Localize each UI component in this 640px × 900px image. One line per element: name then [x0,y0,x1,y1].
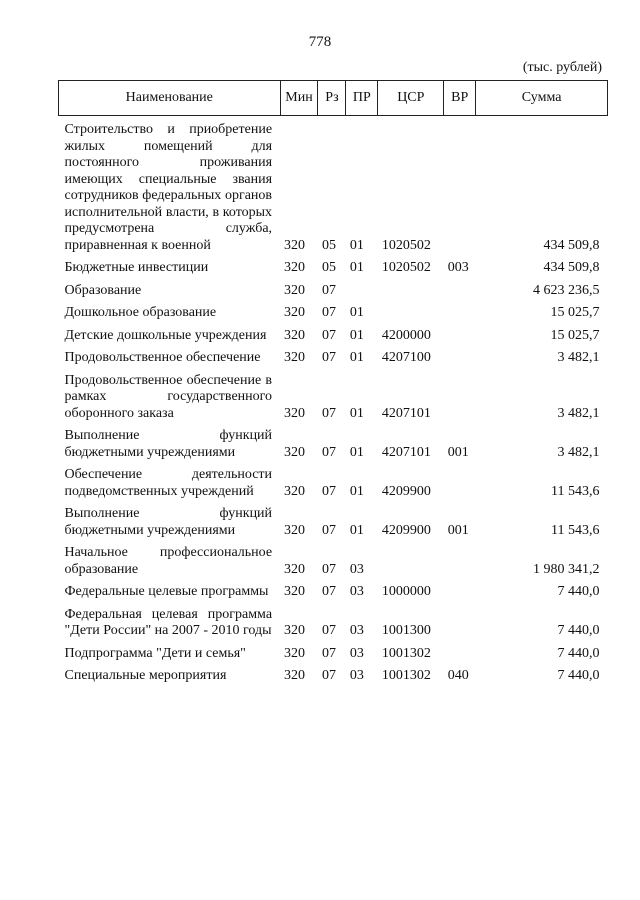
cell-sum: 15 025,7 [550,327,600,343]
cell-sum: 4 623 236,5 [533,282,600,298]
cell-min: 320 [284,645,306,661]
cell-pr: 03 [349,668,364,683]
cell-csr: 1001302 [381,645,431,661]
cell-pr: 01 [349,350,364,365]
table-row [59,373,608,429]
cell-vr [444,305,476,328]
cell-rz: 07 [321,561,336,577]
cell-pr: 01 [349,260,364,275]
cell-min: 320 [284,623,306,638]
cell-csr: 1000000 [381,584,431,599]
cell-csr: 1020502 [381,260,431,275]
cell-csr: 1020502 [381,237,431,253]
cell-name: Федеральные целевые программы [64,584,269,599]
cell-sum: 3 482,1 [557,405,600,421]
table-row [59,305,608,328]
cell-name: Федеральная целевая программа "Дети России" на 2007 - 2010 годы [64,606,273,638]
cell-min: 320 [284,260,306,275]
cell-rz: 05 [321,237,336,253]
cell-name: Дошкольное образование [64,305,217,320]
cell-csr: 4209900 [381,522,431,538]
cell-sum: 7 440,0 [557,645,600,661]
cell-sum: 15 025,7 [550,305,600,320]
cell-name: Бюджетные инвестиции [64,260,209,275]
cell-csr [378,305,444,328]
cell-sum: 434 509,8 [543,237,600,253]
header-rz: Рз [318,81,346,116]
cell-name: Обеспечение деятельности подведомственных учреждений [64,467,273,499]
cell-min: 320 [284,483,306,499]
cell-rz: 07 [321,668,336,683]
cell-vr: 003 [447,260,469,275]
header-csr: ЦСР [378,81,444,116]
cell-pr: 01 [349,522,364,538]
cell-vr: 040 [447,668,469,683]
cell-pr: 01 [349,444,364,460]
cell-vr [444,467,476,506]
cell-min: 320 [284,668,306,683]
cell-pr: 01 [349,237,364,253]
cell-pr: 01 [349,327,364,343]
cell-vr [444,350,476,373]
table-header [59,81,608,116]
cell-sum: 434 509,8 [543,260,600,275]
cell-csr: 4207101 [381,444,431,460]
cell-sum: 3 482,1 [557,350,600,365]
cell-pr: 01 [349,305,364,320]
cell-rz: 07 [321,522,336,538]
cell-vr [444,116,476,261]
page-number: 778 [308,34,332,50]
cell-csr [378,545,444,584]
cell-vr [444,283,476,306]
cell-csr: 4207100 [381,350,431,365]
table-row [59,607,608,646]
cell-csr: 4209900 [381,483,431,499]
table-row [59,584,608,607]
cell-rz: 07 [321,584,336,599]
table-row [59,328,608,351]
header-name: Наименование [59,81,281,116]
cell-min: 320 [284,282,306,298]
cell-vr [444,328,476,351]
cell-pr: 03 [349,584,364,599]
header-min: Мин [280,81,318,116]
table-row [59,283,608,306]
cell-pr: 01 [349,405,364,421]
cell-name: Выполнение функций бюджетными учреждениями [64,428,273,460]
cell-rz: 07 [321,444,336,460]
cell-name: Детские дошкольные учреждения [64,327,267,343]
cell-min: 320 [284,444,306,460]
cell-csr [378,283,444,306]
table-row [59,646,608,669]
cell-rz: 07 [321,282,336,298]
cell-rz: 05 [321,260,336,275]
units-note: (тыс. рублей) [522,60,602,75]
cell-sum: 11 543,6 [551,522,600,538]
cell-rz: 07 [321,350,336,365]
table-row [59,260,608,283]
cell-pr: 03 [349,561,364,577]
cell-vr: 001 [447,522,469,538]
cell-name: Продовольственное обеспечение в рамках государственного оборонного заказа [64,372,273,421]
cell-csr: 4207101 [381,405,431,421]
cell-sum: 7 440,0 [557,623,600,638]
budget-table [58,80,608,691]
cell-vr [444,607,476,646]
table-row [59,545,608,584]
cell-rz: 07 [321,483,336,499]
header-vr: ВР [444,81,476,116]
cell-min: 320 [284,405,306,421]
table-row [59,116,608,261]
cell-name: Строительство и приобретение жилых помещений для постоянного проживания имеющих специальные звания сотрудников федеральных органов исполнительной власти, в которых предусмотрена служба, приравненная к военной [64,122,273,253]
cell-csr: 4200000 [381,327,431,343]
cell-min: 320 [284,350,306,365]
cell-rz: 07 [321,305,336,320]
cell-min: 320 [284,522,306,538]
cell-vr [444,373,476,429]
cell-rz: 07 [321,327,336,343]
cell-sum: 3 482,1 [557,444,600,460]
cell-vr [444,646,476,669]
cell-rz: 07 [321,645,336,661]
cell-min: 320 [284,305,306,320]
cell-sum: 7 440,0 [557,584,600,599]
cell-sum: 1 980 341,2 [533,561,600,577]
cell-csr: 1001302 [381,668,431,683]
cell-rz: 07 [321,405,336,421]
cell-name: Выполнение функций бюджетными учреждениями [64,506,273,538]
cell-vr [444,584,476,607]
cell-name: Специальные мероприятия [64,668,227,683]
cell-name: Начальное профессиональное образование [64,545,273,577]
cell-name: Образование [64,282,142,298]
cell-vr [444,545,476,584]
table-row [59,428,608,467]
cell-vr: 001 [447,444,469,460]
table-row [59,467,608,506]
table-row [59,506,608,545]
cell-name: Продовольственное обеспечение [64,350,261,365]
cell-pr: 01 [349,483,364,499]
cell-pr: 03 [349,623,364,638]
header-sum: Сумма [476,81,608,116]
cell-name: Подпрограмма "Дети и семья" [64,645,246,661]
cell-sum: 11 543,6 [551,483,600,499]
header-pr: ПР [346,81,378,116]
cell-min: 320 [284,561,306,577]
table-body [59,116,608,691]
cell-rz: 07 [321,623,336,638]
cell-min: 320 [284,327,306,343]
table-row [59,668,608,691]
cell-csr: 1001300 [381,623,431,638]
cell-pr [346,283,378,306]
cell-pr: 03 [349,645,364,661]
cell-sum: 7 440,0 [557,668,600,683]
table-row [59,350,608,373]
cell-min: 320 [284,584,306,599]
cell-min: 320 [284,237,306,253]
